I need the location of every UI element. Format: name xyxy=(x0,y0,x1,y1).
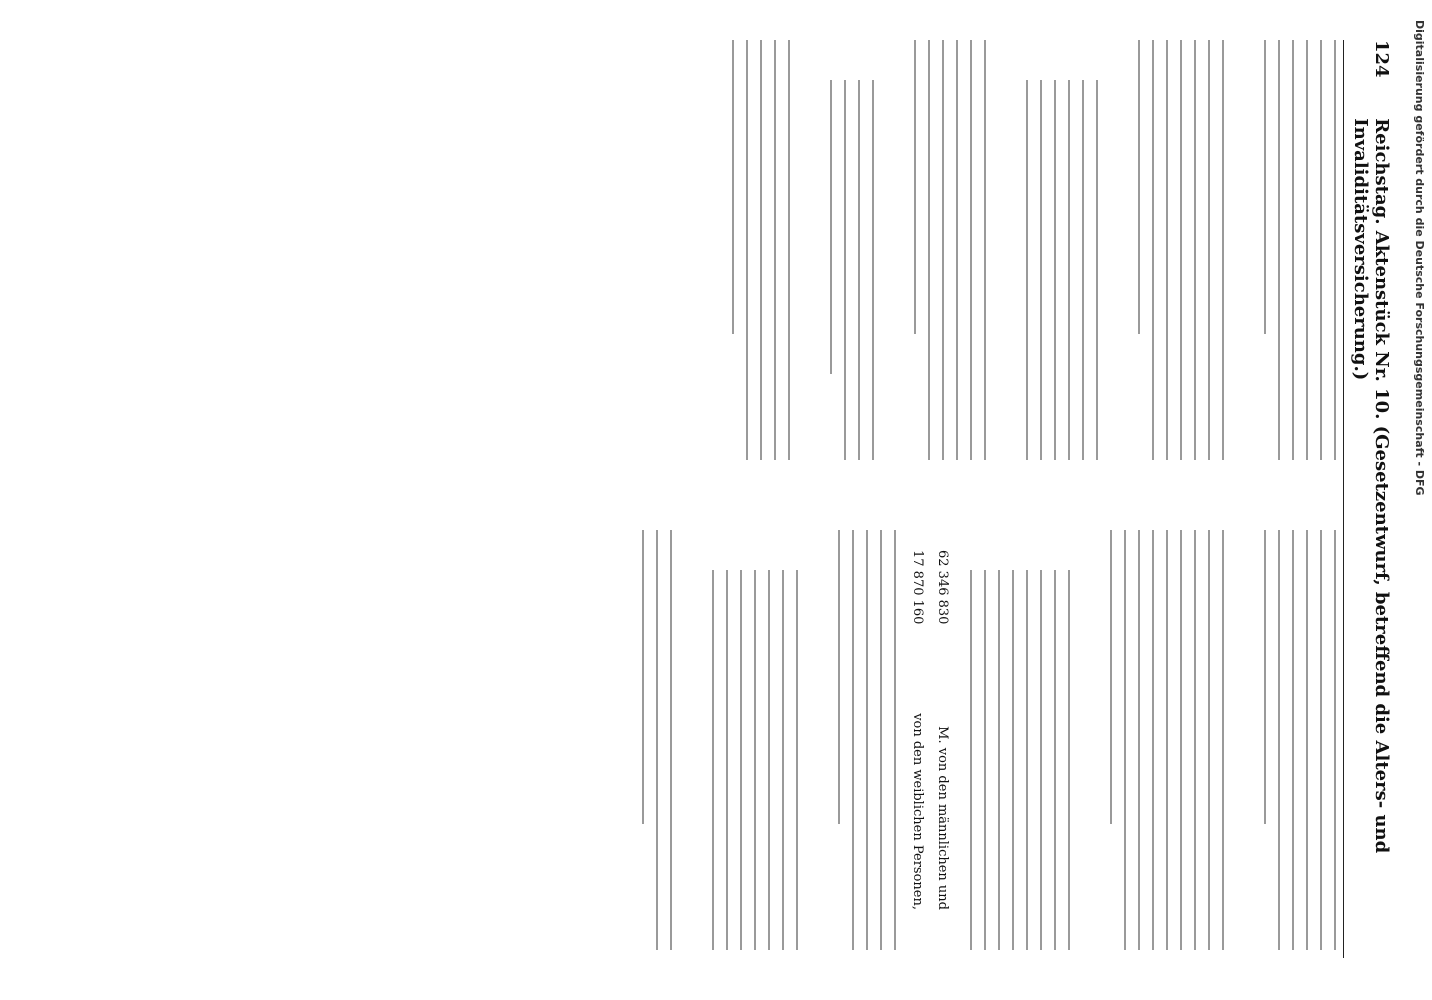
contribution-table xyxy=(910,550,950,950)
table-row xyxy=(910,550,925,910)
page-title: Reichstag. Aktenstück Nr. 10. (Gesetzentwurf, betreffend die Alters- und Invaliditätsversicherung.) xyxy=(1350,118,1392,854)
page-content xyxy=(62,40,1392,958)
table-cell-label: 62 346 830 xyxy=(935,550,950,625)
right-column xyxy=(78,530,1348,950)
table-cell-value: von den weiblichen Personen, xyxy=(910,713,925,910)
table-row xyxy=(935,550,950,910)
side-note xyxy=(1410,20,1428,900)
table-cell-value: M. von den männlichen und xyxy=(935,726,950,910)
page-header xyxy=(1343,40,1392,958)
left-column xyxy=(78,40,1348,460)
table-cell-label: 17 870 160 xyxy=(910,550,925,625)
dfg-notice: Digitalisierung gefördert durch die Deutsche Forschungsgemeinschaft - DFG xyxy=(1413,20,1426,496)
page-body xyxy=(78,40,1348,958)
page-number: 124 xyxy=(1371,40,1392,78)
